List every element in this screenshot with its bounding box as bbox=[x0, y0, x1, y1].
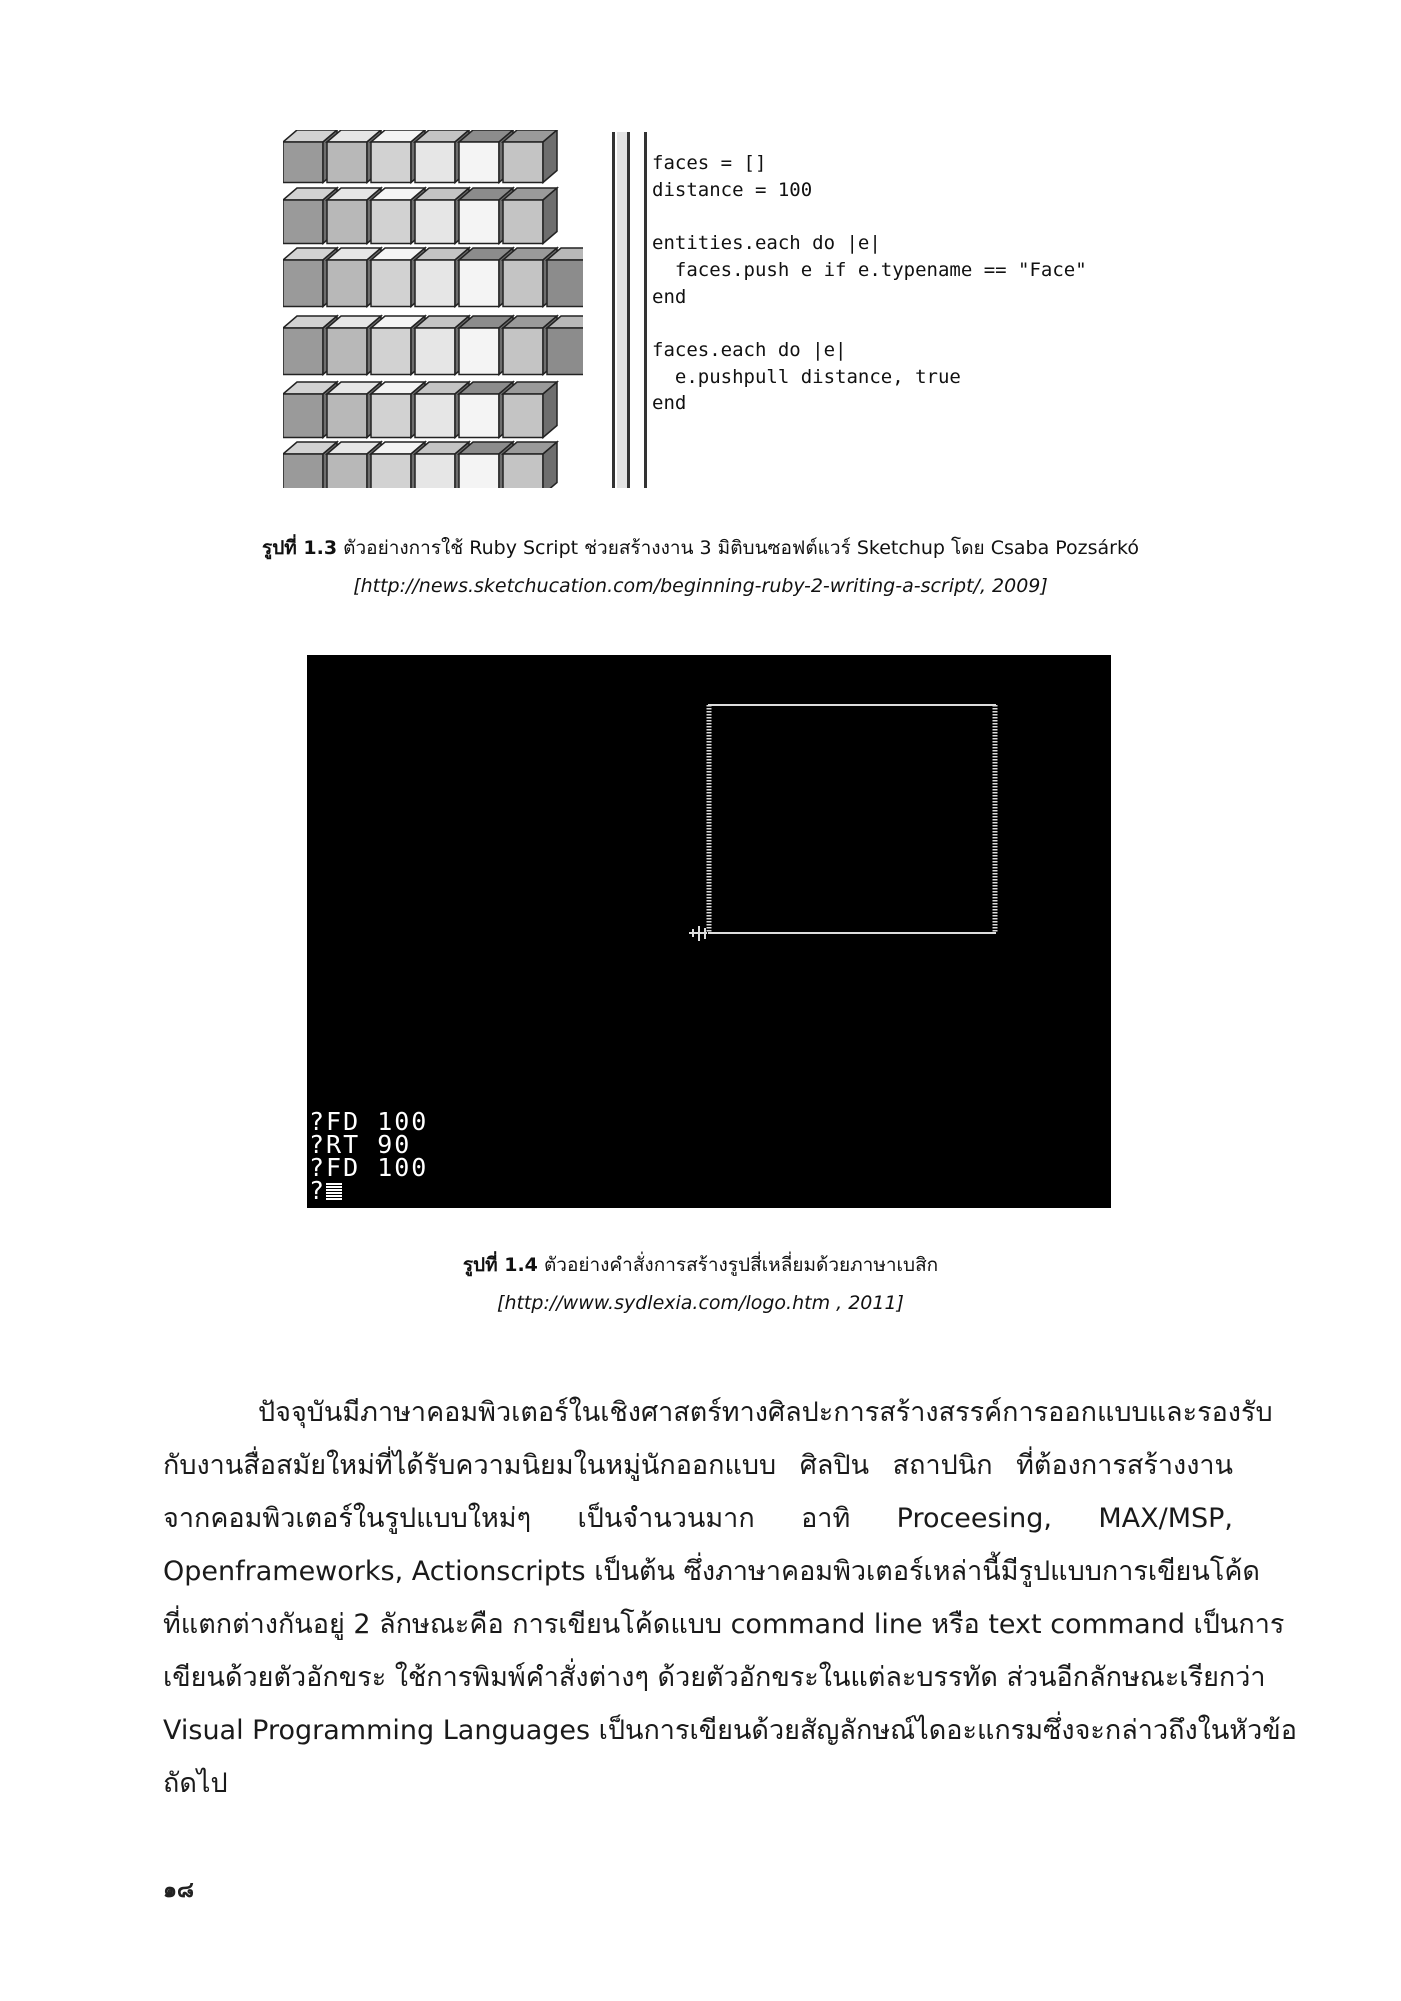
code-line: faces.each do |e| bbox=[652, 338, 847, 361]
code-line: entities.each do |e| bbox=[652, 232, 881, 255]
code-line: faces = [] bbox=[652, 152, 767, 174]
console-line: ?FD 100 bbox=[309, 1107, 429, 1136]
code-line: distance = 100 bbox=[652, 178, 813, 201]
figure-1-4-caption-text: ตัวอย่างคำสั่งการสร้างรูปสี่เหลี่ยมด้วยภาษาเบสิก bbox=[543, 1254, 939, 1276]
figure-1-3-cubes-image bbox=[283, 130, 583, 488]
figure-1-3-source: [http://news.sketchucation.com/beginning-ruby-2-writing-a-script/, 2009] bbox=[353, 575, 1048, 597]
console-cursor-block bbox=[326, 1183, 342, 1201]
code-line: end bbox=[652, 285, 687, 308]
body-line: เขียนด้วยตัวอักขระ ใช้การพิมพ์คำสั่งต่างๆ ด้วยตัวอักขระในแต่ละบรรทัด ส่วนอีกลักษณะเรียกว่า bbox=[163, 1662, 1266, 1693]
figure-1-3-label: รูปที่ 1.3 bbox=[262, 537, 338, 559]
code-line: faces.push e if e.typename == "Face" bbox=[652, 258, 1087, 281]
turtle-cursor-icon bbox=[687, 923, 711, 945]
figure-1-4-label: รูปที่ 1.4 bbox=[462, 1254, 538, 1276]
turtle-square-drawing bbox=[706, 703, 998, 935]
code-line: e.pushpull distance, true bbox=[652, 365, 961, 388]
figure-1-4-caption bbox=[0, 1250, 1401, 1280]
figure-1-3-caption-text: ตัวอย่างการใช้ Ruby Script ช่วยสร้างงาน 3 มิติบนซอฟต์แวร์ Sketchup โดย Csaba Pozsárkó bbox=[343, 537, 1139, 559]
ruby-code-listing bbox=[652, 150, 1087, 417]
page-number: ๑๘ bbox=[163, 1878, 194, 1903]
body-line: ปัจจุบันมีภาษาคอมพิวเตอร์ในเชิงศาสตร์ทางศิลปะการสร้างสรรค์การออกแบบและรองรับ bbox=[258, 1397, 1273, 1428]
body-line: จากคอมพิวเตอร์ในรูปแบบใหม่ๆ เป็นจำนวนมาก อาทิ Proceesing, MAX/MSP, bbox=[163, 1503, 1233, 1534]
code-editor-gutter bbox=[612, 132, 652, 488]
body-line: Visual Programming Languages เป็นการเขียนด้วยสัญลักษณ์ไดอะแกรมซึ่งจะกล่าวถึงในหัวข้อ bbox=[163, 1715, 1297, 1746]
code-line: end bbox=[652, 392, 687, 415]
body-line: กับงานสื่อสมัยใหม่ที่ได้รับความนิยมในหมู่นักออกแบบ ศิลปิน สถาปนิก ที่ต้องการสร้างงาน bbox=[163, 1450, 1233, 1481]
body-line: ที่แตกต่างกันอยู่ 2 ลักษณะคือ การเขียนโค้ดแบบ command line หรือ text command เป็นการ bbox=[163, 1609, 1285, 1640]
logo-console-output bbox=[309, 1107, 429, 1205]
extruded-faces-render bbox=[283, 130, 583, 488]
body-line: Openframeworks, Actionscripts เป็นต้น ซึ่งภาษาคอมพิวเตอร์เหล่านี้มีรูปแบบการเขียนโค้ด bbox=[163, 1556, 1260, 1587]
console-prompt: ? bbox=[309, 1176, 327, 1205]
figure-1-4-source: [http://www.sydlexia.com/logo.htm , 2011] bbox=[497, 1292, 904, 1314]
figure-1-3-caption bbox=[0, 533, 1401, 563]
body-line: ถัดไป bbox=[163, 1768, 228, 1799]
console-line: ?FD 100 bbox=[309, 1153, 429, 1182]
console-line: ?RT 90 bbox=[309, 1130, 412, 1159]
